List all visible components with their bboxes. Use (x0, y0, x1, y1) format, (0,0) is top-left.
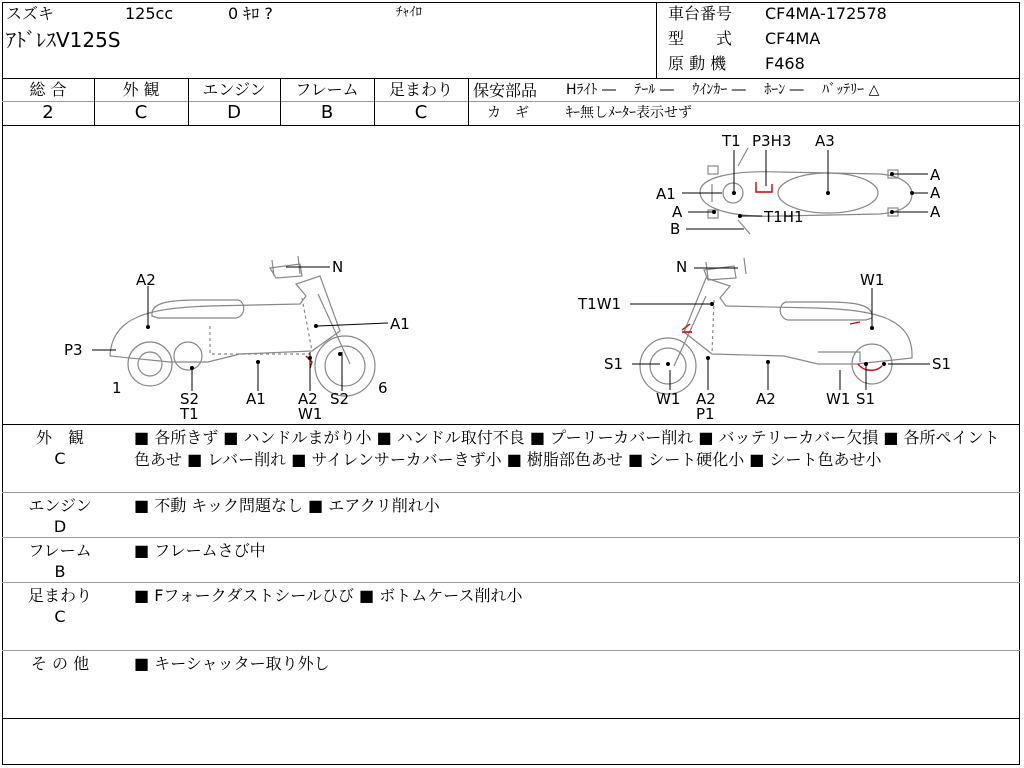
top-label-T1H1: T1H1 (764, 208, 804, 226)
score-frame-label: フレーム (295, 80, 359, 99)
score-suspension-value: C (414, 102, 428, 123)
chassis-label: 車台番号 (668, 4, 733, 23)
key-value: ｷｰ無しﾒｰﾀｰ表示せず (566, 105, 692, 121)
right-label-W1-br: W1 (826, 390, 851, 408)
left-label-6: 6 (378, 379, 388, 397)
detail-other-text: ■ キーシャッター取り外し (134, 654, 330, 673)
mileage: 0 ｷﾛ ? (228, 4, 273, 23)
header-divider (656, 2, 657, 78)
detail-suspension-text: ■ Fフォークダストシールひび ■ ボトムケース削れ小 (134, 586, 523, 605)
score-engine-value: D (227, 102, 241, 123)
detail-frame-grade: B (54, 562, 66, 581)
left-label-A1-right: A1 (390, 315, 410, 333)
detail-frame-text: ■ フレームさび中 (134, 541, 266, 560)
detail-engine-text: ■ 不動 キック問題なし ■ エアクリ削れ小 (134, 496, 440, 515)
safety-items: Hﾗｲﾄ ― ﾃｰﾙ ― ｳｲﾝｶｰ ― ﾎｰﾝ ― ﾊﾞｯﾃﾘｰ △ (566, 82, 880, 98)
right-label-S1-br: S1 (856, 390, 876, 408)
left-label-S2-bottom: S2 (330, 390, 350, 408)
right-label-P1: P1 (696, 405, 715, 423)
right-label-S1-left: S1 (604, 355, 624, 373)
top-label-A: A (672, 203, 683, 221)
top-leaders (682, 150, 928, 229)
safety-label: 保安部品 (473, 81, 538, 100)
top-label-A-r3: A (930, 203, 941, 221)
top-label-A3: A3 (815, 132, 835, 150)
right-label-T1W1: T1W1 (578, 295, 622, 313)
left-label-N: N (332, 258, 344, 276)
top-label-A-r2: A (930, 184, 941, 202)
detail-frame-label: フレーム (28, 541, 92, 560)
detail-exterior-label: 外 観 (35, 428, 84, 447)
detail-exterior-text: ■ 各所きず ■ ハンドルまがり小 ■ ハンドル取付不良 ■ プーリーカバー削れ ■ バッテリーカバー欠損 ■ 各所ペイント色あせ ■ レバー削れ ■ サイレンサーカバーきず小 ■ 樹脂部色あせ ■ シート硬化小 ■ シート色あせ小 (134, 428, 1000, 469)
damage-mark (858, 364, 882, 370)
color: ﾁｬｲﾛ (396, 5, 422, 20)
top-label-B: B (670, 220, 681, 238)
score-engine-label: エンジン (202, 80, 266, 99)
scores-top-line (2, 78, 1020, 79)
details-bottom-line (2, 718, 1020, 719)
damage-diagram (0, 126, 1024, 426)
key-label: カ ギ (487, 105, 529, 121)
score-total-label: 総 合 (29, 80, 67, 99)
damage-mark (756, 182, 772, 192)
detail-engine-label: エンジン (28, 496, 92, 515)
right-label-N: N (676, 258, 688, 276)
right-label-W1-bl: W1 (656, 390, 681, 408)
detail-engine-grade: D (53, 517, 67, 536)
top-label-A-r1: A (930, 166, 941, 184)
right-leaders (630, 268, 930, 390)
top-label-A1: A1 (656, 185, 676, 203)
details-divider-2 (2, 537, 1020, 538)
left-label-P3: P3 (64, 341, 83, 359)
damage-mark (850, 322, 860, 324)
top-view-drawing (700, 148, 912, 234)
details-divider-1 (2, 492, 1020, 493)
details-divider-3 (2, 582, 1020, 583)
model-name: ｱﾄﾞﾚｽV125S (6, 28, 121, 52)
maker: スズキ (6, 4, 55, 23)
type-label: 型 式 (668, 29, 733, 48)
top-label-T1: T1 (722, 132, 741, 150)
right-label-S1-right: S1 (932, 355, 952, 373)
safety-mid-line (468, 101, 1020, 102)
left-label-A1-bottom: A1 (246, 390, 266, 408)
left-label-T1: T1 (180, 405, 199, 423)
left-label-A2-top: A2 (136, 271, 156, 289)
score-divider-5 (468, 78, 469, 125)
displacement: 125cc (125, 4, 174, 23)
detail-other-label: そ の 他 (30, 654, 90, 673)
top-label-P3H3: P3H3 (752, 132, 792, 150)
engine-label: 原 動 機 (668, 54, 727, 73)
top-damage-marks (756, 182, 772, 192)
chassis-value: CF4MA-172578 (765, 4, 887, 23)
left-label-S2: S2 (180, 390, 200, 408)
right-label-A2-2: A2 (756, 390, 776, 408)
score-exterior-value: C (134, 102, 148, 123)
right-label-W1-top: W1 (860, 271, 885, 289)
details-divider-4 (2, 650, 1020, 651)
left-label-1: 1 (112, 379, 122, 397)
right-label-A2: A2 (696, 390, 716, 408)
left-label-W1: W1 (298, 405, 323, 423)
type-value: CF4MA (765, 29, 821, 48)
detail-exterior-grade: C (54, 449, 66, 468)
detail-suspension-grade: C (54, 607, 66, 626)
detail-suspension-label: 足まわり (27, 586, 92, 605)
left-label-A2-bottom: A2 (298, 390, 318, 408)
details-top-line (2, 424, 1020, 425)
score-suspension-label: 足まわり (388, 80, 453, 99)
score-frame-value: B (320, 102, 334, 123)
score-total-value: 2 (42, 102, 54, 123)
engine-value: F468 (765, 54, 805, 73)
score-exterior-label: 外 観 (122, 80, 160, 99)
